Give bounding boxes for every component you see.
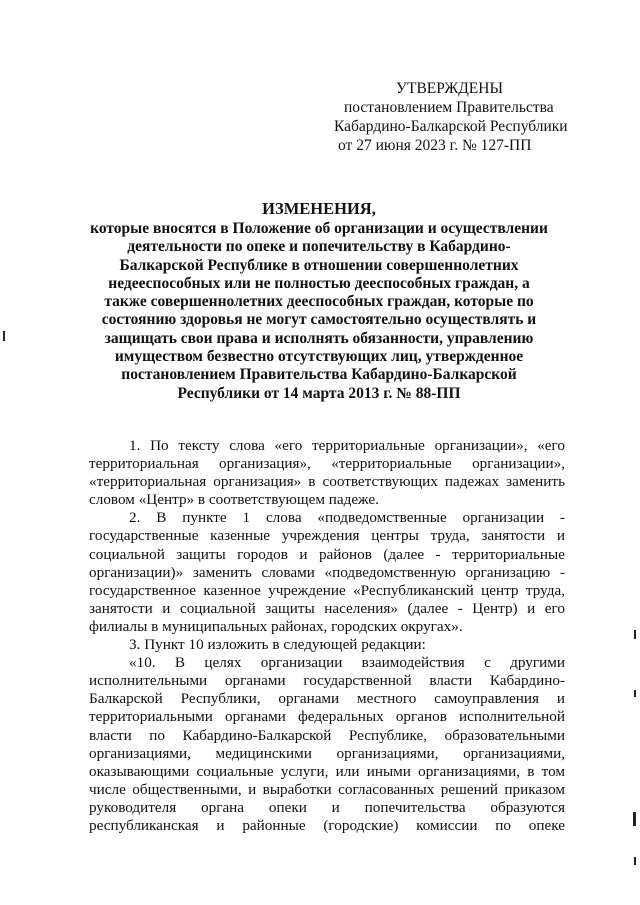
scan-mark-right-4 xyxy=(634,857,636,865)
approval-line-date: от 27 июня 2023 г. № 127-ПП xyxy=(338,137,532,154)
paragraph-1: 1. По тексту слова «его территориальные организации», «его территориальная организация», «территориальные организации», «территориальная организация» в соответствующих падежах заменить словом «Центр» в соответствующем падеже. xyxy=(89,437,565,509)
document-heading xyxy=(86,198,552,403)
approval-line-republic: Кабардино-Балкарской Республики xyxy=(334,118,568,135)
heading-subtitle: которые вносятся в Положение об организации и осуществлении деятельности по опеке и попечительству в Кабардино-Балкарской Республике в отношении совершеннолетних недееспособных или не полностью дееспособных граждан, а также совершеннолетних дееспособных граждан, которые по состоянию здоровья не могут самостоятельно осуществлять и защищать свои права и исполнять обязанности, управлению имуществом безвестно отсутствующих лиц, утвержденное постановлением Правительства Кабардино-Балкарской Республики от 14 марта 2013 г. № 88-ПП xyxy=(90,220,548,402)
approval-line-decree: постановлением Правительства xyxy=(344,99,554,116)
scan-mark-right-2 xyxy=(634,690,636,697)
paragraph-3: 3. Пункт 10 изложить в следующей редакции: xyxy=(129,636,426,654)
scan-mark-right-3 xyxy=(633,812,636,826)
document-body xyxy=(89,437,565,835)
scan-mark-left xyxy=(3,331,5,341)
paragraph-4: «10. В целях организации взаимодействия с другими исполнительными органами государственной власти Кабардино-Балкарской Республики, органами местного самоуправления и территориальными органами федеральных органов исполнительной власти по Кабардино-Балкарской Республике, образовательными организациями, медицинскими организациями, организациями, оказывающими социальные услуги, или иными организациями, в том числе общественными, и выработки согласованных решений приказом руководителя органа опеки и попечительства образуются республиканская и районные (городские) комиссии по опеке xyxy=(89,654,565,834)
scan-mark-right-1 xyxy=(634,630,636,639)
approval-stamp xyxy=(334,79,584,155)
heading-title: ИЗМЕНЕНИЯ, xyxy=(262,199,376,218)
approval-title: УТВЕРЖДЕНЫ xyxy=(396,80,503,97)
paragraph-2: 2. В пункте 1 слова «подведомственные организации - государственные казенные учреждения центры труда, занятости и социальной защиты городов и районов (далее - территориальные организации)» заменить словами «подведомственную организацию - государственное казенное учреждение «Республиканский центр труда, занятости и социальной защиты населения» (далее - Центр) и его филиалы в муниципальных районах, городских округах». xyxy=(89,509,565,635)
